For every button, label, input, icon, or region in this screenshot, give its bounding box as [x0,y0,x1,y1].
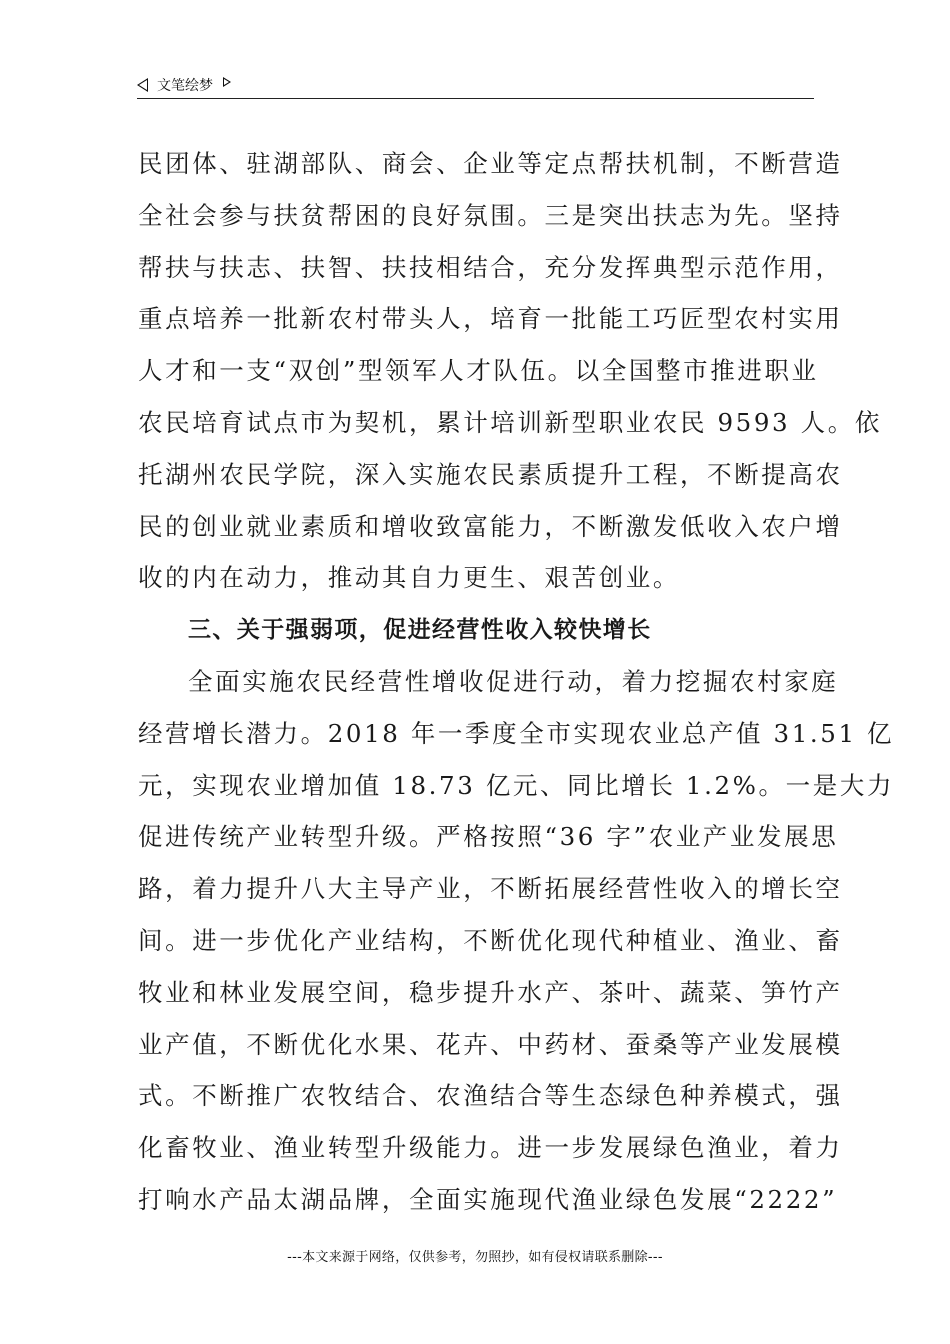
triangle-right-icon [223,77,231,87]
text-line: 式。不断推广农牧结合、农渔结合等生态绿色种养模式，强 [138,1081,843,1111]
text-line: 元，实现农业增加值 18.73 亿元、同比增长 1.2%。一是大力 [138,770,895,800]
text-line: 牧业和林业发展空间，稳步提升水产、茶叶、蔬菜、笋竹产 [138,977,843,1007]
text-line: 收的内在动力，推动其自力更生、艰苦创业。 [138,563,680,593]
page-header [137,74,231,96]
text-line: 民的创业就业素质和增收致富能力，不断激发低收入农户增 [138,511,843,541]
text-line: 全面实施农民经营性增收促进行动，着力挖掘农村家庭 [188,666,839,696]
text-line: 人才和一支“双创”型领军人才队伍。以全国整市推进职业 [138,356,819,386]
text-line: 全社会参与扶贫帮困的良好氛围。三是突出扶志为先。坚持 [138,200,843,230]
text-line: 重点培养一批新农村带头人，培育一批能工巧匠型农村实用 [138,304,843,334]
text-line: 托湖州农民学院，深入实施农民素质提升工程，不断提高农 [138,459,843,489]
text-line: 间。进一步优化产业结构，不断优化现代种植业、渔业、畜 [138,925,843,955]
text-line: 促进传统产业转型升级。严格按照“36 字”农业产业发展思 [138,822,839,852]
text-line: 路，着力提升八大主导产业，不断拓展经营性收入的增长空 [138,874,843,904]
text-line: 农民培育试点市为契机，累计培训新型职业农民 9593 人。依 [138,407,882,437]
text-line: 化畜牧业、渔业转型升级能力。进一步发展绿色渔业，着力 [138,1133,843,1163]
text-line: 打响水产品太湖品牌，全面实施现代渔业绿色发展“2222” [138,1184,838,1214]
text-line: 民团体、驻湖部队、商会、企业等定点帮扶机制，不断营造 [138,149,843,178]
section-heading: 三、关于强弱项，促进经营性收入较快增长 [188,617,652,644]
document-body [138,142,895,1230]
header-divider [137,98,814,99]
triangle-left-icon [137,78,148,92]
footer-disclaimer: ---本文来源于网络，仅供参考，勿照抄，如有侵权请联系删除--- [287,1250,663,1265]
text-line: 帮扶与扶志、扶智、扶技相结合，充分发挥典型示范作用， [138,252,843,282]
header-title: 文笔绘梦 [157,78,213,94]
text-line: 经营增长潜力。2018 年一季度全市实现农业总产值 31.51 亿 [138,718,895,748]
text-line: 业产值，不断优化水果、花卉、中药材、蚕桑等产业发展模 [138,1029,843,1059]
